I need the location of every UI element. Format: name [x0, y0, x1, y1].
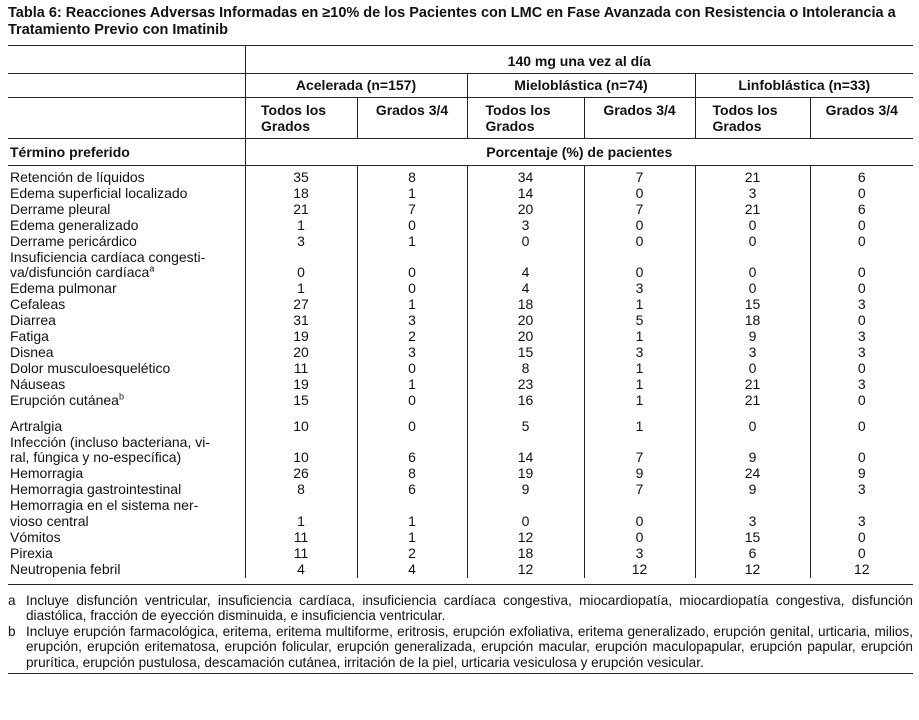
value-cell: 0 — [810, 546, 913, 562]
value-cell: 0 — [810, 186, 913, 202]
value-cell — [695, 435, 810, 451]
term-cell: Fatiga — [10, 328, 49, 345]
value-cell: 5 — [467, 419, 584, 435]
term-cell: Dolor musculoesquelético — [10, 359, 171, 376]
value-cell: 0 — [695, 265, 810, 281]
value-cell: 35 — [245, 170, 357, 186]
term-cell: Hemorragia gastrointestinal — [10, 481, 182, 498]
term-cell: ral, fúngica y no-específica) — [10, 449, 182, 466]
term-header: Término preferido — [8, 139, 245, 166]
value-cell: 9 — [467, 482, 584, 498]
table-title: Tabla 6: Reacciones Adversas Informadas en ≥10% de los Pacientes con LMC en Fase Avanzada con Resistencia o Intolerancia a Tratamiento Previo con Imatinib — [8, 5, 896, 38]
value-cell: 1 — [357, 530, 467, 546]
group-header-linfoblastica: Linfoblástica (n=33) — [695, 74, 913, 98]
value-cell — [245, 250, 357, 266]
value-cell — [584, 435, 695, 451]
value-cell: 20 — [467, 202, 584, 218]
value-cell: 8 — [357, 170, 467, 186]
group-header-acelerada: Acelerada (n=157) — [245, 74, 467, 98]
value-cell: 18 — [467, 546, 584, 562]
footnote-marker: b — [118, 391, 124, 402]
value-cell: 31 — [245, 313, 357, 329]
table-row — [8, 186, 913, 202]
value-cell: 0 — [810, 234, 913, 250]
value-cell: 4 — [467, 281, 584, 297]
value-cell: 21 — [245, 202, 357, 218]
value-cell: 1 — [245, 281, 357, 297]
value-cell: 1 — [584, 377, 695, 393]
term-cell: vioso central — [10, 513, 89, 530]
value-cell: 23 — [467, 377, 584, 393]
value-cell: 15 — [467, 345, 584, 361]
table-row — [8, 329, 913, 345]
table-row — [8, 265, 913, 281]
value-cell: 20 — [467, 313, 584, 329]
value-cell: 6 — [810, 170, 913, 186]
table-row — [8, 170, 913, 186]
value-cell: 9 — [584, 466, 695, 482]
bottom-rule — [8, 673, 913, 674]
term-cell: Náuseas — [10, 375, 66, 392]
value-cell: 3 — [695, 186, 810, 202]
subheader-grades-3-4: Grados 3/4 — [584, 98, 695, 139]
value-cell: 3 — [810, 297, 913, 313]
footnote-key: a — [8, 592, 16, 608]
value-cell: 0 — [810, 281, 913, 297]
value-cell: 0 — [695, 234, 810, 250]
value-cell: 2 — [357, 329, 467, 345]
value-cell: 1 — [357, 514, 467, 530]
table-row — [8, 345, 913, 361]
table-row — [8, 546, 913, 562]
value-cell: 15 — [695, 297, 810, 313]
dose-header: 140 mg una vez al día — [245, 52, 913, 74]
value-cell: 3 — [584, 281, 695, 297]
value-cell — [810, 435, 913, 451]
footnote-text: Incluye erupción farmacológica, eritema, eritema multiforme, eritrosis, erupción exfoliativa, eritema generalizado, erupción genital, urticaria, milios, erupción, erupción eritematosa, erupción folicular, erupción generalizada, erupción macular, erupción maculopapular, erupción papular, erupción prurítica, erupción pustulosa, descamación cutánea, irritación de la piel, urticaria vesiculosa y erupción vesicular. — [26, 623, 913, 671]
term-cell: Insuficiencia cardíaca congesti- — [10, 248, 206, 265]
value-cell: 6 — [357, 450, 467, 466]
value-cell: 1 — [357, 377, 467, 393]
value-cell: 1 — [245, 218, 357, 234]
value-cell — [245, 435, 357, 451]
value-cell: 21 — [695, 170, 810, 186]
value-cell: 0 — [584, 530, 695, 546]
value-cell: 0 — [357, 361, 467, 377]
value-cell: 19 — [245, 329, 357, 345]
value-cell — [357, 250, 467, 266]
value-cell: 18 — [467, 297, 584, 313]
value-cell: 0 — [584, 234, 695, 250]
value-cell — [695, 250, 810, 266]
value-cell: 7 — [584, 170, 695, 186]
value-cell: 7 — [584, 482, 695, 498]
term-cell: Derrame pericárdico — [10, 232, 137, 249]
value-cell: 8 — [357, 466, 467, 482]
value-cell: 12 — [584, 562, 695, 578]
table-row — [8, 435, 913, 451]
value-cell — [467, 435, 584, 451]
table-row — [8, 377, 913, 393]
value-cell: 0 — [695, 218, 810, 234]
value-cell: 9 — [695, 482, 810, 498]
value-cell: 0 — [357, 265, 467, 281]
term-cell: Diarrea — [10, 312, 56, 329]
value-cell: 3 — [584, 546, 695, 562]
value-cell — [584, 250, 695, 266]
value-cell — [467, 498, 584, 514]
value-cell: 1 — [245, 514, 357, 530]
adverse-reactions-table — [8, 45, 913, 578]
value-cell: 8 — [467, 361, 584, 377]
subheader-all-grades: Todos los Grados — [245, 98, 357, 139]
term-cell: Derrame pleural — [10, 200, 111, 217]
value-cell: 7 — [584, 202, 695, 218]
value-cell: 1 — [584, 419, 695, 435]
value-cell: 27 — [245, 297, 357, 313]
value-cell: 1 — [357, 234, 467, 250]
value-cell: 12 — [467, 562, 584, 578]
value-cell: 1 — [584, 393, 695, 409]
value-cell: 11 — [245, 530, 357, 546]
value-cell: 0 — [810, 530, 913, 546]
value-cell: 0 — [584, 218, 695, 234]
value-cell: 0 — [357, 419, 467, 435]
value-cell: 26 — [245, 466, 357, 482]
value-cell: 11 — [245, 361, 357, 377]
spacer-row — [8, 409, 913, 419]
value-cell: 0 — [467, 514, 584, 530]
value-cell: 4 — [357, 562, 467, 578]
term-cell: Edema generalizado — [10, 216, 139, 233]
subheader-grades-3-4: Grados 3/4 — [357, 98, 467, 139]
footnote-text: Incluye disfunción ventricular, insuficiencia cardíaca, insuficiencia cardíaca congestiva, miocardiopatía, miocardiopatía congestiva, disfunción diastólica, fracción de eyección disminuida, e insuficiencia ventricular. — [26, 592, 913, 624]
table-row — [8, 466, 913, 482]
value-cell: 0 — [357, 393, 467, 409]
footnotes — [8, 584, 913, 671]
value-cell: 21 — [695, 202, 810, 218]
value-cell: 14 — [467, 450, 584, 466]
value-cell: 15 — [695, 530, 810, 546]
table-row — [8, 281, 913, 297]
term-cell: va/disfunción cardíaca$^a$ — [10, 263, 155, 281]
term-cell: Artralgia — [10, 417, 63, 434]
table-body — [8, 170, 913, 578]
value-cell: 1 — [357, 297, 467, 313]
table-row — [8, 218, 913, 234]
table-row — [8, 393, 913, 409]
value-cell — [810, 250, 913, 266]
value-cell: 0 — [810, 265, 913, 281]
value-cell: 3 — [357, 345, 467, 361]
value-cell: 20 — [467, 329, 584, 345]
table-row — [8, 234, 913, 250]
value-cell: 0 — [584, 186, 695, 202]
value-cell — [810, 498, 913, 514]
value-cell: 4 — [467, 265, 584, 281]
value-cell: 3 — [584, 345, 695, 361]
value-cell: 12 — [810, 562, 913, 578]
term-cell: Disnea — [10, 343, 54, 360]
value-cell: 7 — [357, 202, 467, 218]
table-row — [8, 202, 913, 218]
table-row — [8, 419, 913, 435]
value-cell: 19 — [245, 377, 357, 393]
table-row — [8, 361, 913, 377]
percentage-header: Porcentaje (%) de pacientes — [245, 139, 913, 166]
value-cell: 12 — [467, 530, 584, 546]
value-cell: 0 — [584, 514, 695, 530]
term-cell: Infección (incluso bacteriana, vi- — [10, 433, 210, 450]
value-cell: 6 — [357, 482, 467, 498]
value-cell: 19 — [467, 466, 584, 482]
value-cell: 10 — [245, 419, 357, 435]
value-cell: 12 — [695, 562, 810, 578]
value-cell: 0 — [810, 419, 913, 435]
table-row — [8, 514, 913, 530]
table-row — [8, 530, 913, 546]
table-row — [8, 482, 913, 498]
value-cell — [357, 498, 467, 514]
value-cell — [357, 435, 467, 451]
group-header-mieloblastica: Mieloblástica (n=74) — [467, 74, 695, 98]
value-cell: 0 — [810, 450, 913, 466]
value-cell: 6 — [695, 546, 810, 562]
value-cell: 0 — [810, 218, 913, 234]
value-cell: 11 — [245, 546, 357, 562]
term-cell: Retención de líquidos — [10, 169, 145, 185]
value-cell: 16 — [467, 393, 584, 409]
value-cell: 5 — [584, 313, 695, 329]
value-cell: 0 — [695, 361, 810, 377]
value-cell: 3 — [810, 514, 913, 530]
term-cell: Hemorragia en el sistema ner- — [10, 497, 199, 514]
footnote-key: b — [8, 623, 16, 639]
table-row — [8, 313, 913, 329]
term-cell: Erupción cutánea$^b$ — [10, 391, 124, 408]
value-cell: 18 — [245, 186, 357, 202]
value-cell: 0 — [695, 281, 810, 297]
value-cell — [467, 250, 584, 266]
value-cell: 3 — [810, 482, 913, 498]
term-cell: Cefaleas — [10, 296, 66, 313]
subheader-all-grades: Todos los Grados — [695, 98, 810, 139]
value-cell: 9 — [810, 466, 913, 482]
term-cell: Edema pulmonar — [10, 280, 117, 297]
value-cell: 34 — [467, 170, 584, 186]
value-cell: 21 — [695, 377, 810, 393]
term-cell: Neutropenia febril — [10, 560, 121, 577]
subheader-grades-3-4: Grados 3/4 — [810, 98, 913, 139]
footnote-a — [8, 593, 913, 624]
value-cell — [695, 498, 810, 514]
value-cell: 0 — [245, 265, 357, 281]
value-cell: 3 — [467, 218, 584, 234]
value-cell — [584, 498, 695, 514]
value-cell: 2 — [357, 546, 467, 562]
value-cell: 18 — [695, 313, 810, 329]
value-cell: 24 — [695, 466, 810, 482]
term-cell: Vómitos — [10, 528, 61, 545]
value-cell: 0 — [810, 361, 913, 377]
value-cell: 3 — [810, 345, 913, 361]
table-row — [8, 297, 913, 313]
value-cell: 3 — [695, 345, 810, 361]
value-cell: 20 — [245, 345, 357, 361]
value-cell: 3 — [695, 514, 810, 530]
value-cell: 9 — [695, 329, 810, 345]
value-cell: 21 — [695, 393, 810, 409]
table-row — [8, 498, 913, 514]
table-row — [8, 450, 913, 466]
value-cell: 4 — [245, 562, 357, 578]
value-cell: 8 — [245, 482, 357, 498]
value-cell — [245, 498, 357, 514]
value-cell: 0 — [357, 281, 467, 297]
footnote-marker: a — [149, 263, 155, 274]
value-cell: 10 — [245, 450, 357, 466]
value-cell: 3 — [810, 377, 913, 393]
value-cell: 0 — [695, 419, 810, 435]
footnote-b — [8, 624, 913, 671]
value-cell: 1 — [584, 297, 695, 313]
value-cell: 3 — [245, 234, 357, 250]
subheader-all-grades: Todos los Grados — [467, 98, 584, 139]
value-cell: 7 — [584, 450, 695, 466]
table-row — [8, 562, 913, 578]
value-cell: 1 — [584, 361, 695, 377]
term-cell: Pirexia — [10, 544, 53, 561]
value-cell: 3 — [357, 313, 467, 329]
value-cell: 3 — [810, 329, 913, 345]
value-cell: 0 — [810, 393, 913, 409]
value-cell: 9 — [695, 450, 810, 466]
value-cell: 1 — [357, 186, 467, 202]
term-cell: Edema superficial localizado — [10, 184, 188, 201]
value-cell: 14 — [467, 186, 584, 202]
value-cell: 6 — [810, 202, 913, 218]
value-cell: 0 — [810, 313, 913, 329]
term-cell: Hemorragia — [10, 465, 84, 482]
value-cell: 0 — [467, 234, 584, 250]
value-cell: 0 — [357, 218, 467, 234]
value-cell: 1 — [584, 329, 695, 345]
document-page — [8, 0, 913, 674]
value-cell: 0 — [584, 265, 695, 281]
value-cell: 15 — [245, 393, 357, 409]
